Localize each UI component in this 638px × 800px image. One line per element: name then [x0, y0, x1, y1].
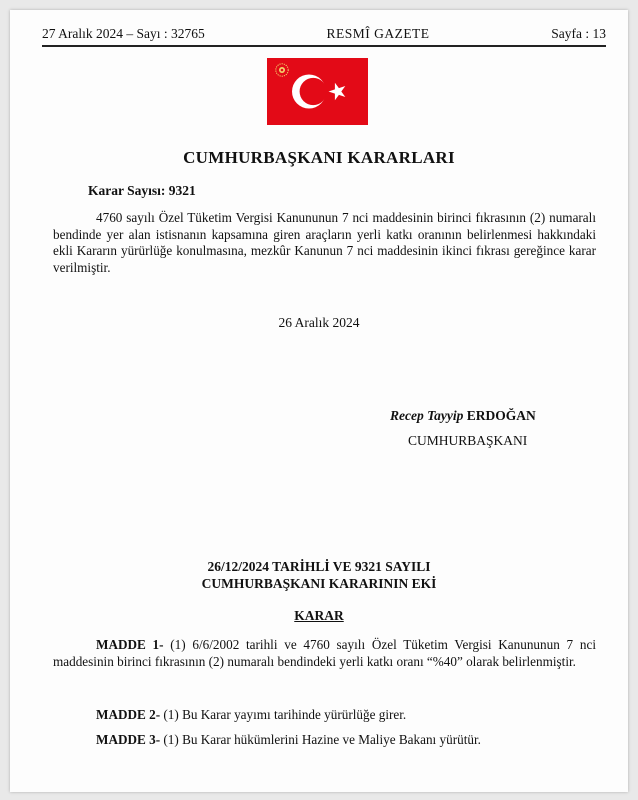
decision-date: 26 Aralık 2024: [278, 315, 360, 330]
page-number: Sayfa : 13: [551, 26, 606, 41]
article-1: [53, 636, 596, 670]
annex-heading: [10, 608, 628, 624]
annex-heading-text: KARAR: [294, 608, 344, 623]
annex-title-line-2: CUMHURBAŞKANI KARARININ EKİ: [201, 576, 437, 591]
decision-body: 4760 sayılı Özel Tüketim Vergisi Kanununun 7 nci maddesinin birinci fıkrasının (2) numaralı bendinde yer alan istisnanın kapsamına giren araçların yerli katkı oranının belirlenmesi hakkındaki ekli Kararın yürürlüğe konulmasına, mezkûr Kanunun 7 nci maddesinin ikinci fıkrası gereğince karar verilmiştir.: [53, 210, 596, 275]
page-header: [42, 26, 606, 47]
article-3-text: (1) Bu Karar hükümlerini Hazine ve Maliye Bakanı yürütür.: [160, 732, 481, 747]
signatory-title: CUMHURBAŞKANI: [408, 433, 528, 448]
issue-info: 27 Aralık 2024 – Sayı : 32765: [42, 26, 205, 41]
signatory-last-name: ERDOĞAN: [466, 408, 536, 423]
gazette-name: RESMÎ GAZETE: [326, 26, 430, 41]
article-3-label: MADDE 3-: [96, 732, 161, 747]
article-2: [96, 707, 406, 723]
article-2-text: (1) Bu Karar yayımı tarihinde yürürlüğe girer.: [160, 707, 407, 722]
signatory-name: [390, 408, 536, 424]
signatory-first-name: Recep Tayyip: [390, 408, 467, 423]
annex-title: [10, 558, 628, 592]
article-1-text: (1) 6/6/2002 tarihli ve 4760 sayılı Özel Tüketim Vergisi Kanununun 7 nci maddesinin birinci fıkrasının (2) numaralı bendindeki yerli katkı oranı “%40” olarak belirlenmiştir.: [53, 637, 596, 669]
article-1-label: MADDE 1-: [96, 637, 164, 652]
gazette-page: [10, 10, 628, 792]
turkish-flag-icon: [267, 58, 368, 125]
annex-title-line-1: 26/12/2024 TARİHLİ VE 9321 SAYILI: [207, 559, 431, 574]
article-3: [96, 732, 481, 748]
article-2-label: MADDE 2-: [96, 707, 161, 722]
decision-number: Karar Sayısı: 9321: [88, 183, 196, 198]
page-title: CUMHURBAŞKANI KARARLARI: [183, 148, 455, 167]
